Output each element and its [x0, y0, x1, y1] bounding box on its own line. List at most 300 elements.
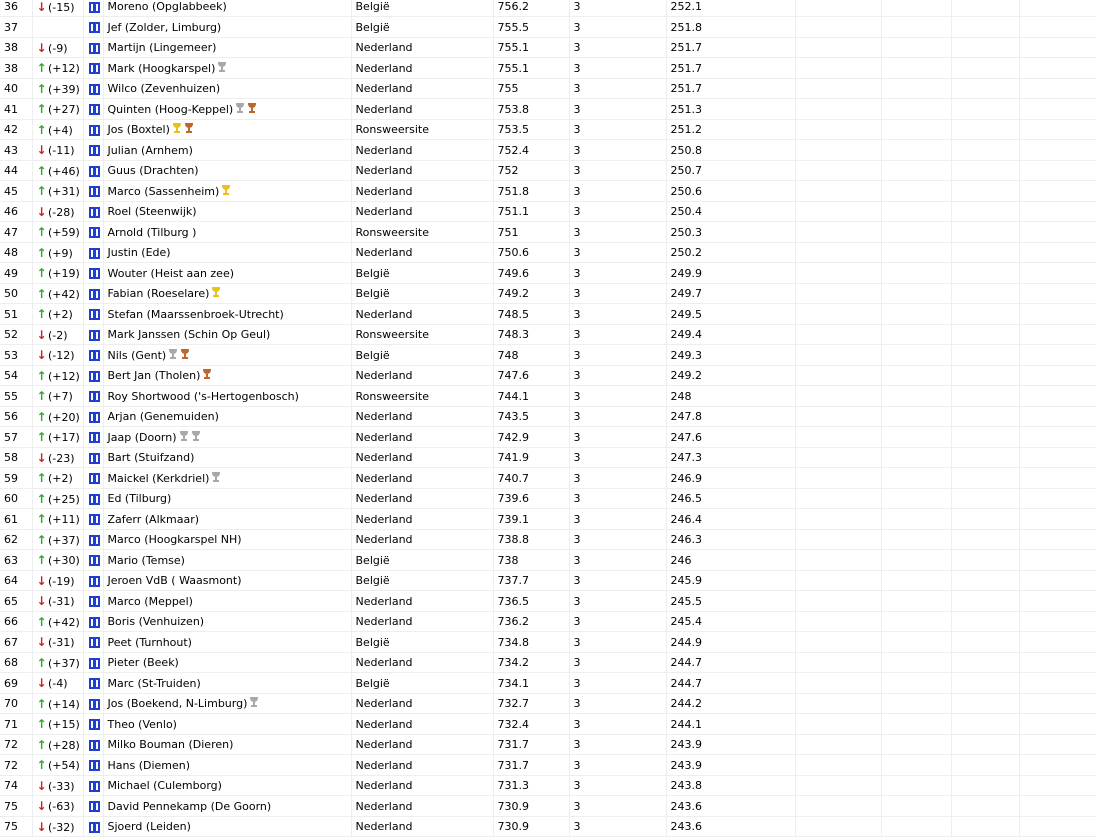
average: 244.2	[670, 697, 702, 710]
average-cell	[666, 366, 795, 386]
points-cell	[493, 386, 569, 407]
country-cell	[351, 612, 493, 632]
trophy-list	[219, 185, 231, 198]
table-row	[0, 58, 1096, 79]
name-cell	[103, 284, 351, 304]
player-name[interactable]: Roy Shortwood ('s-Hertogenbosch)	[107, 389, 299, 403]
games: 3	[573, 184, 581, 198]
points-cell	[493, 673, 569, 694]
rank: 64	[4, 574, 18, 587]
flag-cell	[83, 632, 103, 653]
table-row	[0, 653, 1096, 673]
rank: 75	[4, 799, 18, 813]
trophy-list	[215, 62, 227, 75]
empty-cell	[881, 632, 951, 653]
empty-cell	[1019, 79, 1096, 99]
table-row	[0, 79, 1096, 99]
player-name[interactable]: Jaap (Doorn)	[107, 430, 177, 444]
empty-cell	[1019, 673, 1096, 694]
rank-cell	[0, 17, 32, 38]
trend-cell	[32, 632, 83, 653]
empty-cell	[795, 612, 881, 632]
games: 3	[573, 369, 581, 382]
player-name[interactable]: Pieter (Beek)	[107, 656, 179, 669]
country-cell	[351, 714, 493, 735]
average-cell	[666, 386, 795, 407]
player-name[interactable]: Marco (Meppel)	[107, 594, 193, 608]
average-cell	[666, 817, 795, 837]
player-name[interactable]: Michael (Culemborg)	[107, 779, 222, 792]
games-cell	[569, 366, 666, 386]
trend-cell	[32, 714, 83, 735]
country-cell	[351, 673, 493, 694]
games-cell	[569, 140, 666, 161]
rank: 41	[4, 102, 18, 116]
games-cell	[569, 653, 666, 673]
flag-icon	[89, 801, 100, 812]
flag-icon	[89, 699, 100, 710]
rank: 70	[4, 697, 18, 710]
rank-change: (+17)	[48, 431, 80, 444]
country: Nederland	[355, 758, 413, 772]
empty-cell	[881, 17, 951, 38]
player-name[interactable]: Peet (Turnhout)	[107, 635, 192, 649]
empty-cell	[795, 366, 881, 386]
player-name[interactable]: Justin (Ede)	[107, 246, 171, 259]
table-row	[0, 571, 1096, 591]
player-name[interactable]: Maickel (Kerkdriel)	[107, 471, 210, 485]
average: 246.5	[670, 492, 702, 505]
player-name[interactable]: Mark (Hoogkarspel)	[107, 61, 216, 75]
empty-cell	[951, 243, 1019, 263]
flag-icon	[89, 371, 100, 382]
flag-cell	[83, 17, 103, 38]
average: 251.7	[670, 82, 702, 95]
empty-cell	[951, 776, 1019, 796]
player-name[interactable]: Fabian (Roeselare)	[107, 287, 210, 300]
empty-cell	[951, 571, 1019, 591]
points: 734.2	[497, 656, 529, 669]
points-cell	[493, 776, 569, 796]
points-cell	[493, 284, 569, 304]
rank-change: (-28)	[48, 205, 75, 219]
empty-cell	[795, 58, 881, 79]
points-cell	[493, 325, 569, 345]
empty-cell	[795, 468, 881, 489]
rank: 63	[4, 553, 18, 567]
rank: 37	[4, 20, 18, 34]
flag-cell	[83, 489, 103, 509]
empty-cell	[795, 222, 881, 243]
trend-cell	[32, 550, 83, 571]
empty-cell	[951, 796, 1019, 817]
empty-cell	[881, 263, 951, 284]
points: 750.6	[497, 246, 529, 259]
points-cell	[493, 243, 569, 263]
country-cell	[351, 776, 493, 796]
name-cell	[103, 591, 351, 612]
games-cell	[569, 0, 666, 17]
points: 731.3	[497, 779, 529, 792]
average: 251.7	[670, 41, 702, 54]
points-cell	[493, 509, 569, 530]
country-cell	[351, 345, 493, 366]
empty-cell	[795, 817, 881, 837]
table-row	[0, 263, 1096, 284]
player-name[interactable]: Jos (Boxtel)	[107, 123, 170, 136]
average-cell	[666, 140, 795, 161]
country: Nederland	[355, 799, 413, 813]
country-cell	[351, 550, 493, 571]
games-cell	[569, 612, 666, 632]
points: 751.8	[497, 184, 529, 198]
rank: 60	[4, 492, 18, 505]
rank-change: (+59)	[48, 226, 80, 239]
table-row	[0, 304, 1096, 325]
points: 736.2	[497, 615, 529, 628]
player-name[interactable]: Bart (Stuifzand)	[107, 451, 195, 464]
flag-icon	[89, 432, 100, 443]
games-cell	[569, 407, 666, 427]
player-name[interactable]: Zaferr (Alkmaar)	[107, 512, 200, 526]
points: 749.6	[497, 266, 529, 280]
flag-icon	[89, 740, 100, 751]
games: 3	[573, 246, 581, 259]
average-cell	[666, 345, 795, 366]
gold-trophy-icon	[211, 287, 221, 298]
country-cell	[351, 796, 493, 817]
empty-cell	[795, 530, 881, 550]
points: 747.6	[497, 369, 529, 382]
empty-cell	[951, 448, 1019, 468]
flag-cell	[83, 38, 103, 58]
empty-cell	[1019, 632, 1096, 653]
player-name[interactable]: Theo (Venlo)	[107, 717, 177, 731]
rank-change: (+11)	[48, 513, 80, 526]
name-cell	[103, 38, 351, 58]
trend-cell	[32, 38, 83, 58]
rank-change: (+19)	[48, 267, 80, 280]
empty-cell	[881, 386, 951, 407]
rank: 36	[4, 0, 18, 13]
player-name[interactable]: Marc (St-Truiden)	[107, 676, 201, 690]
rank-change: (+37)	[48, 656, 80, 670]
table-row	[0, 17, 1096, 38]
rank: 53	[4, 348, 18, 362]
rank: 61	[4, 512, 18, 526]
empty-cell	[951, 345, 1019, 366]
table-row	[0, 714, 1096, 735]
rank-cell	[0, 817, 32, 837]
empty-cell	[881, 509, 951, 530]
trend-cell	[32, 509, 83, 530]
rank-change: (-2)	[48, 328, 68, 342]
rank: 51	[4, 307, 18, 321]
empty-cell	[1019, 489, 1096, 509]
player-name[interactable]: Mark Janssen (Schin Op Geul)	[107, 328, 271, 341]
arrow-down-icon: ↓	[36, 635, 47, 649]
empty-cell	[951, 591, 1019, 612]
empty-cell	[1019, 140, 1096, 161]
name-cell	[103, 79, 351, 99]
empty-cell	[951, 735, 1019, 755]
empty-cell	[795, 694, 881, 714]
flag-cell	[83, 591, 103, 612]
table-row	[0, 489, 1096, 509]
player-name[interactable]: Hans (Diemen)	[107, 758, 191, 772]
empty-cell	[881, 489, 951, 509]
country: België	[355, 266, 390, 280]
games-cell	[569, 468, 666, 489]
flag-cell	[83, 99, 103, 120]
arrow-up-icon: ↑	[36, 491, 47, 506]
points: 748.3	[497, 328, 529, 341]
country: België	[355, 0, 390, 13]
name-cell	[103, 222, 351, 243]
points-cell	[493, 448, 569, 468]
country: Nederland	[355, 697, 413, 710]
player-name[interactable]: Guus (Drachten)	[107, 164, 199, 177]
empty-cell	[951, 817, 1019, 837]
empty-cell	[1019, 796, 1096, 817]
player-name[interactable]: Ed (Tilburg)	[107, 492, 172, 505]
empty-cell	[795, 550, 881, 571]
player-name[interactable]: Marco (Sassenheim)	[107, 184, 220, 198]
arrow-up-icon: ↑	[36, 245, 47, 260]
games: 3	[573, 799, 581, 813]
empty-cell	[881, 468, 951, 489]
trophy-list	[177, 431, 201, 444]
bronze-trophy-icon	[247, 103, 257, 114]
trend-cell	[32, 120, 83, 140]
country: Nederland	[355, 820, 413, 833]
empty-cell	[951, 653, 1019, 673]
trend-cell	[32, 591, 83, 612]
empty-cell	[795, 571, 881, 591]
player-name[interactable]: Arnold (Tilburg )	[107, 225, 197, 239]
flag-icon	[89, 125, 100, 136]
player-name[interactable]: Roel (Steenwijk)	[107, 205, 197, 218]
rank-change: (-63)	[48, 800, 75, 813]
flag-icon	[89, 248, 100, 259]
trend-cell	[32, 0, 83, 17]
empty-cell	[881, 304, 951, 325]
empty-cell	[1019, 817, 1096, 837]
flag-cell	[83, 755, 103, 776]
player-name[interactable]: Milko Bouman (Dieren)	[107, 738, 234, 751]
games: 3	[573, 820, 581, 833]
empty-cell	[1019, 202, 1096, 222]
trophy-list	[247, 697, 259, 710]
flag-icon	[89, 535, 100, 546]
average-cell	[666, 694, 795, 714]
flag-cell	[83, 448, 103, 468]
points: 732.4	[497, 717, 529, 731]
empty-cell	[881, 325, 951, 345]
flag-cell	[83, 530, 103, 550]
empty-cell	[1019, 345, 1096, 366]
player-name[interactable]: Quinten (Hoog-Keppel)	[107, 102, 234, 116]
flag-cell	[83, 263, 103, 284]
empty-cell	[951, 714, 1019, 735]
arrow-up-icon: ↑	[36, 81, 47, 96]
flag-cell	[83, 509, 103, 530]
player-name[interactable]: Marco (Hoogkarspel NH)	[107, 533, 242, 546]
player-name[interactable]: Jos (Boekend, N-Limburg)	[107, 697, 248, 710]
flag-icon	[89, 104, 100, 115]
games: 3	[573, 615, 581, 628]
player-name[interactable]: Julian (Arnhem)	[107, 143, 193, 157]
player-name[interactable]: Martijn (Lingemeer)	[107, 41, 217, 54]
flag-icon	[89, 494, 100, 505]
games-cell	[569, 263, 666, 284]
name-cell	[103, 345, 351, 366]
country: Ronsweersite	[355, 328, 430, 341]
arrow-down-icon: ↓	[36, 40, 47, 55]
rank-change: (+30)	[48, 554, 80, 567]
name-cell	[103, 0, 351, 17]
trend-cell	[32, 694, 83, 714]
rank: 59	[4, 471, 18, 485]
country-cell	[351, 653, 493, 673]
flag-cell	[83, 694, 103, 714]
country-cell	[351, 38, 493, 58]
empty-cell	[1019, 468, 1096, 489]
games-cell	[569, 38, 666, 58]
player-name[interactable]: Mario (Temse)	[107, 553, 185, 567]
player-name[interactable]: Wilco (Zevenhuizen)	[107, 82, 221, 95]
flag-icon	[89, 576, 100, 587]
country: Nederland	[355, 430, 413, 444]
empty-cell	[881, 735, 951, 755]
country: Ronsweersite	[355, 225, 430, 239]
player-name[interactable]: Wouter (Heist aan zee)	[107, 266, 235, 280]
games-cell	[569, 345, 666, 366]
arrow-down-icon: ↓	[36, 778, 47, 793]
empty-cell	[795, 489, 881, 509]
country-cell	[351, 161, 493, 181]
empty-cell	[1019, 714, 1096, 735]
points: 753.5	[497, 123, 529, 136]
trend-cell	[32, 571, 83, 591]
flag-icon	[89, 63, 100, 74]
empty-cell	[795, 99, 881, 120]
average: 252.1	[670, 0, 702, 13]
player-name[interactable]: Jef (Zolder, Limburg)	[107, 20, 222, 34]
games-cell	[569, 755, 666, 776]
empty-cell	[795, 38, 881, 58]
flag-icon	[89, 412, 100, 423]
average-cell	[666, 222, 795, 243]
table-row	[0, 366, 1096, 386]
rank-cell	[0, 612, 32, 632]
games: 3	[573, 0, 581, 13]
country-cell	[351, 386, 493, 407]
games: 3	[573, 389, 581, 403]
table-row	[0, 612, 1096, 632]
points: 751.1	[497, 205, 529, 218]
player-name[interactable]: Arjan (Genemuiden)	[107, 410, 219, 423]
arrow-up-icon: ↑	[36, 307, 47, 321]
flag-icon	[89, 84, 100, 95]
flag-cell	[83, 571, 103, 591]
rank-cell	[0, 181, 32, 202]
arrow-up-icon: ↑	[36, 61, 47, 75]
points-cell	[493, 591, 569, 612]
points: 731.7	[497, 738, 529, 751]
flag-cell	[83, 796, 103, 817]
points-cell	[493, 714, 569, 735]
games-cell	[569, 448, 666, 468]
average-cell	[666, 530, 795, 550]
empty-cell	[951, 673, 1019, 694]
points-cell	[493, 366, 569, 386]
points: 738.8	[497, 533, 529, 546]
empty-cell	[951, 407, 1019, 427]
points: 740.7	[497, 471, 529, 485]
games-cell	[569, 304, 666, 325]
player-name[interactable]: Sjoerd (Leiden)	[107, 820, 191, 833]
empty-cell	[951, 755, 1019, 776]
rank-cell	[0, 366, 32, 386]
rank: 62	[4, 533, 18, 546]
player-name[interactable]: David Pennekamp (De Goorn)	[107, 799, 272, 813]
average: 251.8	[670, 20, 702, 34]
empty-cell	[795, 140, 881, 161]
games: 3	[573, 779, 581, 792]
games-cell	[569, 120, 666, 140]
player-name[interactable]: Jeroen VdB ( Waasmont)	[107, 574, 242, 587]
arrow-down-icon: ↓	[36, 0, 47, 14]
points-cell	[493, 202, 569, 222]
player-name[interactable]: Moreno (Opglabbeek)	[107, 0, 227, 13]
arrow-down-icon: ↓	[36, 204, 47, 219]
silver-trophy-icon	[249, 697, 259, 708]
empty-cell	[795, 263, 881, 284]
empty-cell	[951, 427, 1019, 448]
games: 3	[573, 574, 581, 587]
empty-cell	[795, 17, 881, 38]
country-cell	[351, 694, 493, 714]
games: 3	[573, 287, 581, 300]
country-cell	[351, 755, 493, 776]
player-name[interactable]: Boris (Venhuizen)	[107, 615, 205, 628]
flag-icon	[89, 289, 100, 300]
points-cell	[493, 427, 569, 448]
average: 243.8	[670, 779, 702, 792]
empty-cell	[951, 17, 1019, 38]
rank: 43	[4, 143, 18, 157]
points: 752	[497, 164, 519, 177]
flag-icon	[89, 719, 100, 730]
trend-cell	[32, 817, 83, 837]
trend-cell	[32, 79, 83, 99]
points-cell	[493, 817, 569, 837]
arrow-up-icon: ↑	[36, 553, 47, 567]
silver-trophy-icon	[179, 431, 189, 442]
country: Nederland	[355, 594, 413, 608]
points-cell	[493, 632, 569, 653]
average-cell	[666, 161, 795, 181]
player-name[interactable]: Bert Jan (Tholen)	[107, 369, 201, 382]
games: 3	[573, 307, 581, 321]
player-name[interactable]: Stefan (Maarssenbroek-Utrecht)	[107, 307, 284, 321]
rank-cell	[0, 509, 32, 530]
average-cell	[666, 99, 795, 120]
games: 3	[573, 758, 581, 772]
country-cell	[351, 99, 493, 120]
player-name[interactable]: Nils (Gent)	[107, 348, 167, 362]
